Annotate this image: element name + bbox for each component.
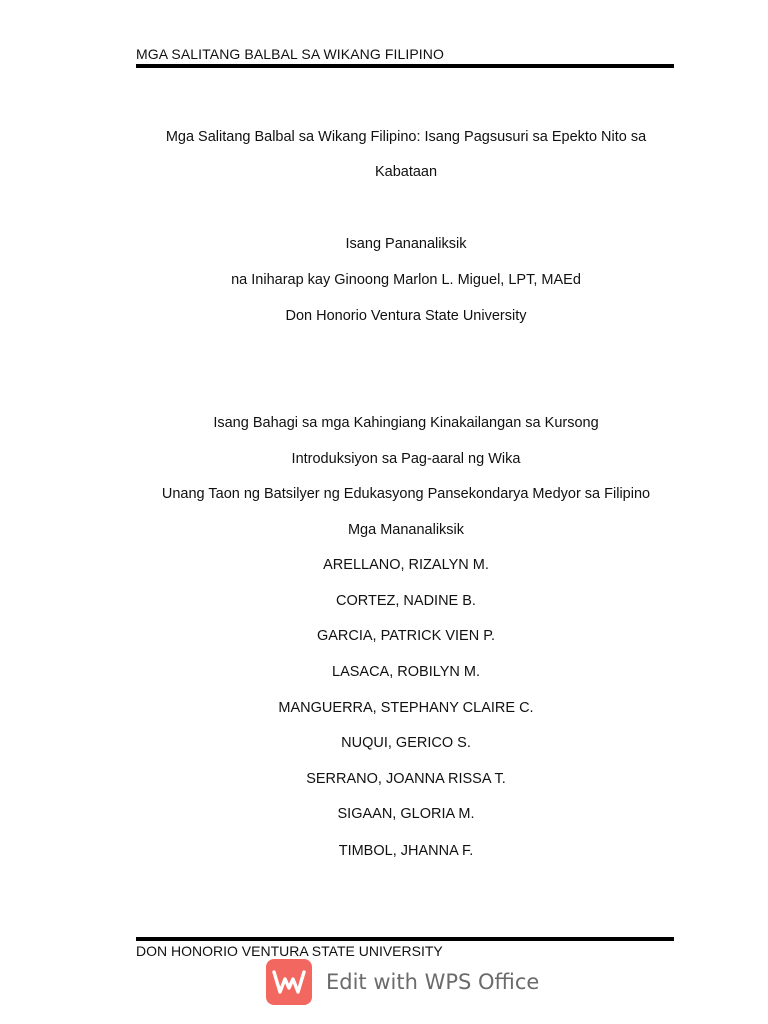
document-title-line-1: Mga Salitang Balbal sa Wikang Filipino: Isang Pagsusuri sa Epekto Nito sa — [165, 129, 647, 145]
course-name: Introduksiyon sa Pag-aaral ng Wika — [291, 451, 521, 467]
edit-with-wps-button[interactable] — [266, 958, 539, 1006]
researchers-heading: Mga Mananaliksik — [347, 522, 465, 538]
researcher-name: SIGAAN, GLORIA M. — [337, 806, 475, 822]
researcher-name: LASACA, ROBILYN M. — [332, 664, 480, 680]
researcher-name: ARELLANO, RIZALYN M. — [323, 557, 489, 573]
researcher-name: GARCIA, PATRICK VIEN P. — [316, 628, 496, 644]
document-type: Isang Pananaliksik — [345, 236, 467, 252]
researcher-name: NUQUI, GERICO S. — [341, 735, 471, 751]
header-title: MGA SALITANG BALBAL SA WIKANG FILIPINO — [136, 46, 444, 62]
wps-logo-icon — [266, 959, 312, 1005]
researcher-name: SERRANO, JOANNA RISSA T. — [306, 771, 506, 787]
requirement-statement: Isang Bahagi sa mga Kahingiang Kinakailangan sa Kursong — [213, 415, 599, 431]
footer-rule — [136, 937, 674, 941]
page-header — [136, 46, 674, 68]
header-rule — [136, 64, 674, 68]
presented-to: na Iniharap kay Ginoong Marlon L. Miguel, LPT, MAEd — [231, 272, 581, 288]
researcher-name: TIMBOL, JHANNA F. — [338, 843, 474, 859]
institution-name: Don Honorio Ventura State University — [285, 308, 527, 324]
document-title-line-2: Kabataan — [374, 164, 438, 180]
page-footer — [136, 937, 674, 959]
researcher-name: MANGUERRA, STEPHANY CLAIRE C. — [278, 700, 534, 716]
program-name: Unang Taon ng Batsilyer ng Edukasyong Pansekondarya Medyor sa Filipino — [161, 486, 651, 502]
wps-label: Edit with WPS Office — [326, 970, 540, 994]
researcher-name: CORTEZ, NADINE B. — [336, 593, 476, 609]
footer-text: DON HONORIO VENTURA STATE UNIVERSITY — [136, 943, 443, 959]
